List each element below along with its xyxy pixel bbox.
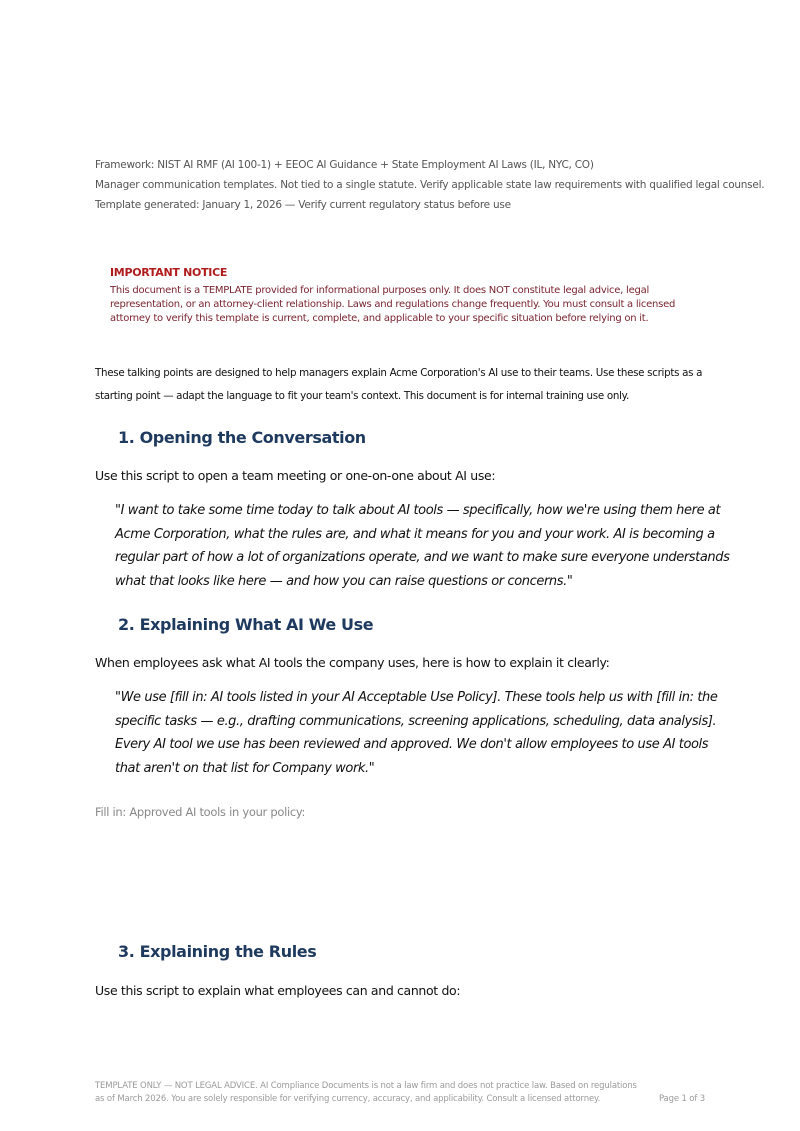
section-lead-rules: Use this script to explain what employees can and cannot do: (95, 983, 461, 998)
framework-line: Framework: NIST AI RMF (AI 100-1) + EEOC AI Guidance + State Employment AI Laws (IL, NYC, CO) (95, 159, 594, 171)
page-number: Page 1 of 3 (658, 1093, 705, 1104)
page-footer (95, 1080, 705, 1105)
section-lead-opening: Use this script to open a team meeting or one-on-one about AI use: (95, 468, 496, 483)
fill-in-approved-tools-label: Fill in: Approved AI tools in your policy: (95, 805, 306, 819)
script-quote-ai-tools: "We use [fill in: AI tools listed in your AI Acceptable Use Policy]. These tools help us with [fill in: the specific tasks — e.g., drafting communications, screening applications, scheduling, data analysis]. Every AI tool we use has been reviewed and approved. We don't allow employees to use AI tools that aren't on that list for Company work." (115, 690, 718, 776)
description-line: Manager communication templates. Not tied to a single statute. Verify applicable state law requirements with qualified legal counsel. (95, 179, 765, 191)
notice-title: IMPORTANT NOTICE (110, 266, 228, 279)
important-notice (110, 266, 710, 326)
intro-paragraph: These talking points are designed to help managers explain Acme Corporation's AI use to their teams. Use these scripts as a starting point — adapt the language to fit your team's context. This document is for internal training use only. (95, 367, 703, 402)
section-heading-opening: 1. Opening the Conversation (118, 428, 366, 447)
section-lead-ai-tools: When employees ask what AI tools the company uses, here is how to explain it clearly: (95, 655, 610, 670)
footer-disclaimer: TEMPLATE ONLY — NOT LEGAL ADVICE. AI Compliance Documents is not a law firm and does not practice law. Based on regulations as of March 2026. You are solely responsible for verifying currency, accuracy, and applicability. Consult a licensed attorney. (95, 1081, 637, 1104)
script-quote-opening: "I want to take some time today to talk about AI tools — specifically, how we're using them here at Acme Corporation, what the rules are, and what it means for you and your work. AI is becoming a regular part of how a lot of organizations operate, and we want to make sure everyone understands what that looks like here — and how you can raise questions or concerns." (115, 503, 730, 589)
section-heading-rules: 3. Explaining the Rules (118, 942, 317, 961)
notice-body: This document is a TEMPLATE provided for informational purposes only. It does NOT constitute legal advice, legal representation, or an attorney-client relationship. Laws and regulations change frequently. You must consult a licensed attorney to verify this template is current, complete, and applicable to your specific situation before relying on it. (110, 285, 676, 324)
document-meta (95, 155, 765, 215)
generated-line: Template generated: January 1, 2026 — Verify current regulatory status before use (95, 199, 511, 211)
section-heading-ai-tools: 2. Explaining What AI We Use (118, 615, 374, 634)
